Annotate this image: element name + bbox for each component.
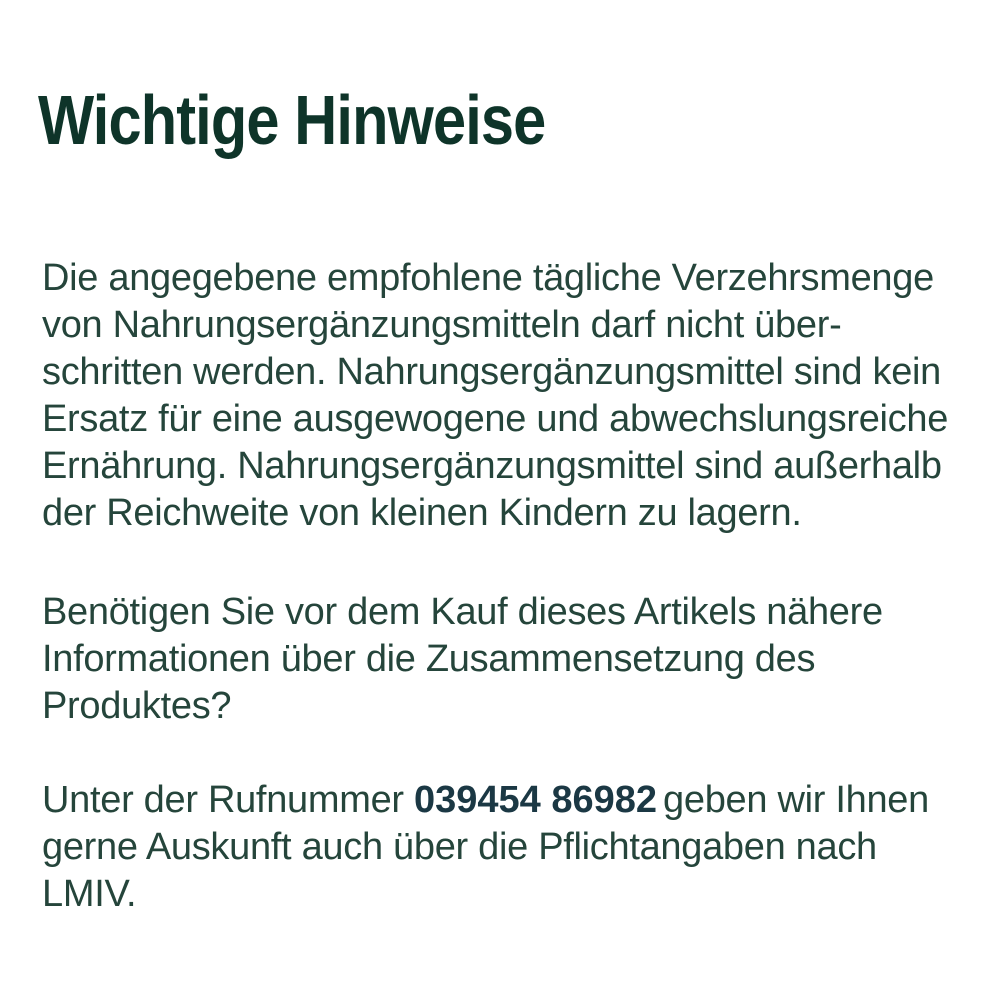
text-line bbox=[42, 777, 972, 824]
text-line bbox=[42, 443, 972, 490]
text-line bbox=[42, 490, 972, 537]
text-segment: geben wir Ihnen bbox=[663, 779, 929, 821]
text-line bbox=[42, 824, 972, 871]
body-text bbox=[42, 255, 972, 918]
text-segment: Produktes? bbox=[42, 685, 232, 727]
text-line bbox=[42, 349, 972, 396]
text-segment: von Nahrungsergänzungsmitteln darf nicht über- bbox=[42, 304, 842, 346]
text-line bbox=[42, 871, 972, 918]
text-segment: der Reichweite von kleinen Kindern zu lagern. bbox=[42, 492, 802, 534]
paragraph bbox=[42, 777, 972, 918]
text-line bbox=[42, 636, 972, 683]
text-segment: Ernährung. Nahrungsergänzungsmittel sind außerhalb bbox=[42, 445, 942, 487]
text-segment: Ersatz für eine ausgewogene und abwechslungsreiche bbox=[42, 398, 949, 440]
phone-number: 039454 86982 bbox=[414, 779, 658, 821]
text-segment: LMIV. bbox=[42, 873, 137, 915]
text-line bbox=[42, 589, 972, 636]
text-line bbox=[42, 302, 972, 349]
paragraph bbox=[42, 255, 972, 537]
text-segment: schritten werden. Nahrungsergänzungsmittel sind kein bbox=[42, 351, 941, 393]
text-line bbox=[42, 255, 972, 302]
page-title: Wichtige Hinweise bbox=[38, 81, 546, 159]
text-segment: Die angegebene empfohlene tägliche Verzehrsmenge bbox=[42, 257, 934, 299]
text-line bbox=[42, 396, 972, 443]
text-line bbox=[42, 683, 972, 730]
text-segment: gerne Auskunft auch über die Pflichtangaben nach bbox=[42, 826, 877, 868]
paragraph bbox=[42, 589, 972, 730]
text-segment: Benötigen Sie vor dem Kauf dieses Artikels nähere bbox=[42, 591, 883, 633]
text-segment: Unter der Rufnummer bbox=[42, 779, 415, 821]
text-segment: Informationen über die Zusammensetzung des bbox=[42, 638, 816, 680]
